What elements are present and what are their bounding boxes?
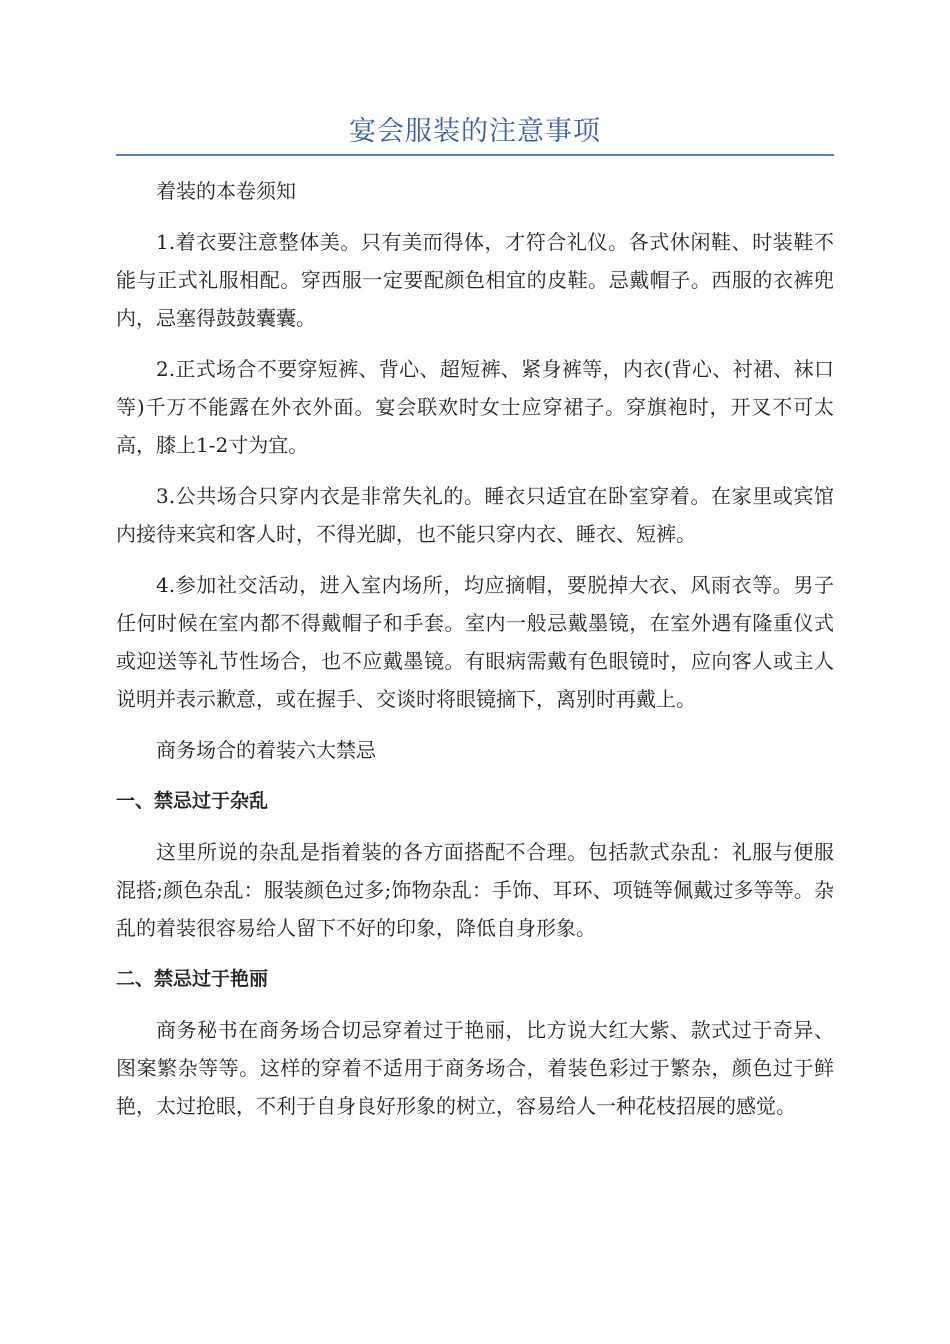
section-subtitle-dress-notes: 着装的本卷须知 (156, 179, 296, 203)
paragraph-taboo-2: 商务秘书在商务场合切忌穿着过于艳丽，比方说大红大紫、款式过于奇异、图案繁杂等等。这样的穿着不适用于商务场合，着装色彩过于繁杂，颜色过于鲜艳，太过抢眼，不利于自身良好形象的树立，容易给人一种花枝招展的感觉。 (116, 1018, 834, 1118)
document-title: 宴会服装的注意事项 (349, 116, 601, 147)
document-page (116, 0, 834, 1344)
paragraph-taboo-1: 这里所说的杂乱是指着装的各方面搭配不合理。包括款式杂乱：礼服与便服混搭;颜色杂乱：服装颜色过多;饰物杂乱：手饰、耳环、项链等佩戴过多等等。杂乱的着装很容易给人留下不好的印象，降低自身形象。 (116, 840, 834, 940)
heading-taboo-1: 一、禁忌过于杂乱 (116, 790, 269, 812)
paragraph-item-2: 2.正式场合不要穿短裤、背心、超短裤、紧身裤等，内衣(背心、衬裙、袜口等)千万不能露在外衣外面。宴会联欢时女士应穿裙子。穿旗袍时，开叉不可太高，膝上1-2寸为宜。 (116, 357, 834, 457)
title-underline (116, 154, 834, 156)
paragraph-item-4: 4.参加社交活动，进入室内场所，均应摘帽，要脱掉大衣、风雨衣等。男子任何时候在室内都不得戴帽子和手套。室内一般忌戴墨镜，在室外遇有隆重仪式或迎送等礼节性场合，也不应戴墨镜。有眼病需戴有色眼镜时，应向客人或主人说明并表示歉意，或在握手、交谈时将眼镜摘下，离别时再戴上。 (116, 573, 834, 711)
heading-taboo-2: 二、禁忌过于艳丽 (116, 968, 269, 990)
section-subtitle-six-taboos: 商务场合的着装六大禁忌 (156, 738, 376, 762)
paragraph-item-3: 3.公共场合只穿内衣是非常失礼的。睡衣只适宜在卧室穿着。在家里或宾馆内接待来宾和客人时，不得光脚，也不能只穿内衣、睡衣、短裤。 (116, 484, 834, 546)
paragraph-item-1: 1.着衣要注意整体美。只有美而得体，才符合礼仪。各式休闲鞋、时装鞋不能与正式礼服相配。穿西服一定要配颜色相宜的皮鞋。忌戴帽子。西服的衣裤兜内，忌塞得鼓鼓囊囊。 (116, 230, 834, 330)
document-body (116, 172, 834, 1138)
